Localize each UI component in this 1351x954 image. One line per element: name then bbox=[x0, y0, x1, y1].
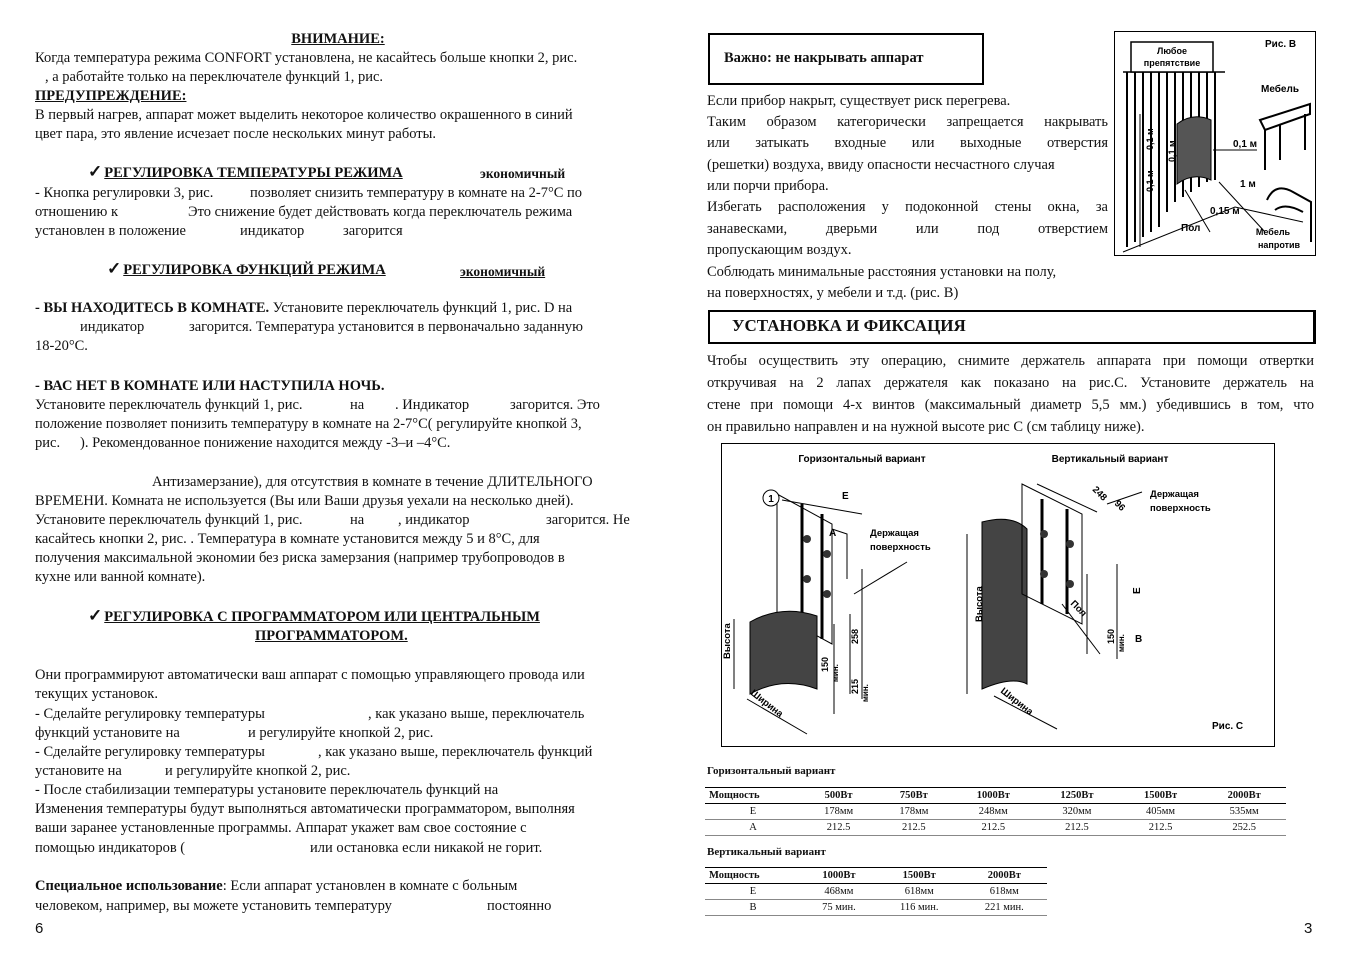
table-cell: 535мм bbox=[1202, 804, 1286, 820]
text-r10: на поверхностях, у мебели и т.д. (рис. B) bbox=[707, 285, 959, 301]
p2-line-1a: Установите переключатель функций 1, рис. bbox=[35, 397, 303, 413]
table-v-header-2: 1500Вт bbox=[877, 868, 962, 884]
table-row bbox=[705, 900, 1047, 916]
table-cell: 405мм bbox=[1119, 804, 1203, 820]
p4-line-1: Они программируют автоматически ваш аппарат с помощью управляющего провода или bbox=[35, 667, 585, 683]
p4-line-10b: или остановка если никакой не горит. bbox=[310, 840, 543, 856]
fig-c-floor: Пол bbox=[1067, 598, 1089, 620]
table-header-row bbox=[705, 788, 1286, 804]
section-2-mode: экономичный bbox=[460, 264, 546, 279]
install-line-2: откручивая на 2 лапах держателя как показано на рис.С. Установите держатель на bbox=[707, 375, 1314, 391]
p4-line-4b: и регулируйте кнопкой 2, рис. bbox=[248, 725, 434, 741]
figure-b-drawing bbox=[1115, 32, 1315, 255]
text-r6: Избегать расположения у подоконной стены окна, за bbox=[707, 199, 1108, 215]
fig-c-248: 248 bbox=[1089, 484, 1109, 504]
table-horizontal bbox=[705, 787, 1286, 836]
table-row bbox=[705, 820, 1286, 836]
install-line-3: стене при помощи 4-х винтов (максимальный диаметр 5,5 мм.) убедившись в том, что bbox=[707, 397, 1314, 413]
fig-b-floor: Пол bbox=[1181, 223, 1201, 234]
fig-c-holding-v2: поверхность bbox=[1150, 503, 1211, 514]
page-number-left: 6 bbox=[35, 920, 44, 937]
sec1-line-1a: - Кнопка регулировки 3, рис. bbox=[35, 185, 214, 201]
fig-c-min-v: мин. bbox=[1117, 634, 1126, 652]
table-horizontal-title: Горизонтальный вариант bbox=[707, 765, 836, 777]
section-1-title: РЕГУЛИРОВКА ТЕМПЕРАТУРЫ РЕЖИМА bbox=[104, 165, 403, 181]
fig-c-min-2: мин. bbox=[861, 684, 870, 702]
table-h-header-0: Мощность bbox=[705, 788, 801, 804]
table-v-header-3: 2000Вт bbox=[962, 868, 1047, 884]
special-bold: Специальное использование bbox=[35, 878, 223, 894]
section-2-heading bbox=[107, 259, 386, 280]
attention-line-2: , а работайте только на переключателе функций 1, рис. bbox=[45, 69, 384, 85]
check-icon: ✓ bbox=[88, 606, 103, 625]
fig-b-furniture: Мебель bbox=[1261, 84, 1299, 95]
fig-c-B: B bbox=[1135, 634, 1143, 645]
table-cell: 618мм bbox=[877, 884, 962, 900]
section-3-heading bbox=[88, 606, 540, 627]
p4-line-5a: - Сделайте регулировку температуры bbox=[35, 744, 265, 760]
fig-c-height-v: Высота bbox=[974, 586, 985, 622]
p2-bold: - ВАС НЕТ В КОМНАТЕ ИЛИ НАСТУПИЛА НОЧЬ. bbox=[35, 378, 385, 394]
fig-c-horiz-title: Горизонтальный вариант bbox=[798, 454, 926, 465]
table-cell: 212.5 bbox=[951, 820, 1035, 836]
check-icon: ✓ bbox=[107, 259, 122, 278]
fig-c-150-v: 150 bbox=[1106, 628, 1116, 644]
table-h-header-5: 1500Вт bbox=[1119, 788, 1203, 804]
fig-c-215: 215 bbox=[850, 678, 860, 694]
fig-c-width: Ширина bbox=[748, 687, 785, 720]
attention-title: ВНИМАНИЕ: bbox=[291, 31, 385, 47]
table-cell: 116 мин. bbox=[877, 900, 962, 916]
section-3-title-2: ПРОГРАММАТОРОМ. bbox=[255, 628, 408, 644]
install-line-1: Чтобы осуществить эту операцию, снимите держатель аппарата при помощи отвертки bbox=[707, 353, 1314, 369]
fig-c-min-1: мин. bbox=[831, 664, 840, 682]
fig-c-E2: E bbox=[1132, 587, 1143, 594]
table-h-header-6: 2000Вт bbox=[1202, 788, 1286, 804]
p4-line-2: текущих установок. bbox=[35, 686, 158, 702]
fig-c-150: 150 bbox=[820, 656, 830, 672]
table-cell: B bbox=[705, 900, 801, 916]
fig-c-96: 96 bbox=[1111, 498, 1128, 514]
important-box bbox=[708, 33, 984, 85]
table-row bbox=[705, 884, 1047, 900]
p2-line-3a: рис. bbox=[35, 435, 61, 451]
section-2-title: РЕГУЛИРОВКА ФУНКЦИЙ РЕЖИМА bbox=[123, 262, 386, 278]
text-r5: или порчи прибора. bbox=[707, 178, 829, 194]
p1-line-2b: загорится. Температура установится в первоначально заданную bbox=[189, 319, 583, 335]
p4-line-6a: установите на bbox=[35, 763, 122, 779]
p3-line-1: Антизамерзание), для отсутствия в комнате в течение ДЛИТЕЛЬНОГО bbox=[152, 474, 593, 490]
text-r3: или затыкать входные или выходные отверстия bbox=[707, 135, 1108, 151]
figure-c bbox=[721, 443, 1275, 747]
p2-line-3b: ). Рекомендованное понижение находится между -3–и –4°С. bbox=[80, 435, 451, 451]
p4-line-5b: , как указано выше, переключатель функций bbox=[318, 744, 593, 760]
table-cell: E bbox=[705, 804, 801, 820]
table-cell: 178мм bbox=[801, 804, 876, 820]
fig-b-d6: 0,15 м bbox=[1210, 206, 1240, 217]
table-cell: 212.5 bbox=[876, 820, 951, 836]
special-line-1 bbox=[35, 877, 517, 896]
section-1-mode: экономичный bbox=[480, 166, 566, 181]
table-h-header-2: 750Вт bbox=[876, 788, 951, 804]
fig-c-num1: 1 bbox=[768, 494, 774, 505]
table-cell: 212.5 bbox=[801, 820, 876, 836]
fig-c-caption: Рис. С bbox=[1212, 721, 1244, 732]
fig-b-furniture-opp-1: Мебель bbox=[1255, 227, 1291, 237]
fig-b-d5: 1 м bbox=[1240, 179, 1256, 190]
important-box-text: Важно: не накрывать аппарат bbox=[724, 50, 924, 66]
text-r8: пропускающим воздух. bbox=[707, 242, 852, 258]
p4-line-7: - После стабилизации температуры установите переключатель функций на bbox=[35, 782, 499, 798]
table-cell: 212.5 bbox=[1035, 820, 1119, 836]
sec1-line-3a: установлен в положение bbox=[35, 223, 186, 239]
vertical-variant bbox=[967, 484, 1243, 732]
text-r9: Соблюдать минимальные расстояния установки на полу, bbox=[707, 264, 1057, 280]
horiz-heater bbox=[750, 611, 817, 694]
fig-c-A: A bbox=[829, 528, 837, 539]
sec1-line-2a: отношению к bbox=[35, 204, 119, 220]
p2-line-1b: на bbox=[350, 397, 365, 413]
furniture-table bbox=[1260, 104, 1310, 170]
text-r1: Если прибор накрыт, существует риск перегрева. bbox=[707, 93, 1011, 109]
table-row bbox=[705, 804, 1286, 820]
p3-line-3d: загорится. Не bbox=[546, 512, 630, 528]
p1-bold: - ВЫ НАХОДИТЕСЬ В КОМНАТЕ. bbox=[35, 300, 270, 316]
special-line-2a: человеком, например, вы можете установить температуру bbox=[35, 898, 392, 914]
table-vertical-title: Вертикальный вариант bbox=[707, 846, 826, 858]
install-line-4: он правильно направлен и на нужной высоте рис С (см таблицу ниже). bbox=[707, 419, 1145, 435]
section-3-title-1: РЕГУЛИРОВКА С ПРОГРАММАТОРОМ ИЛИ ЦЕНТРАЛЬНЫМ bbox=[104, 609, 540, 625]
table-cell: 221 мин. bbox=[962, 900, 1047, 916]
sec1-line-3b: индикатор bbox=[240, 223, 305, 239]
fig-c-vert-title: Вертикальный вариант bbox=[1051, 454, 1169, 465]
table-cell: 248мм bbox=[951, 804, 1035, 820]
fig-b-obstacle-1: Любое bbox=[1157, 46, 1187, 56]
figure-b bbox=[1114, 31, 1316, 256]
warning-line-2: цвет пара, это явление исчезает после нескольких минут работы. bbox=[35, 126, 436, 142]
table-h-header-4: 1250Вт bbox=[1035, 788, 1119, 804]
p2-line-1d: загорится. Это bbox=[510, 397, 600, 413]
fig-c-holding-1: Держащая bbox=[870, 528, 919, 539]
p1-line-3: 18-20°С. bbox=[35, 338, 88, 354]
fig-b-furniture-opp-2: напротив bbox=[1257, 240, 1301, 250]
attention-line-1: Когда температура режима CONFORT установлена, не касайтесь больше кнопки 2, рис. bbox=[35, 50, 578, 66]
table-h-header-1: 500Вт bbox=[801, 788, 876, 804]
sec1-line-1b: позволяет снизить температуру в комнате на 2-7°С по bbox=[250, 185, 583, 201]
p4-line-6b: и регулируйте кнопкой 2, рис. bbox=[165, 763, 351, 779]
p4-line-4a: функций установите на bbox=[35, 725, 180, 741]
p1-line-2a: индикатор bbox=[80, 319, 145, 335]
p1-line-1 bbox=[35, 299, 572, 318]
table-vertical bbox=[705, 867, 1047, 916]
fig-b-obstacle-2: препятствие bbox=[1143, 58, 1201, 68]
table-cell: 212.5 bbox=[1119, 820, 1203, 836]
horizontal-variant bbox=[722, 490, 931, 734]
fig-b-d3: 0,1 м bbox=[1167, 140, 1177, 162]
p3-line-6: кухне или ванной комнате). bbox=[35, 569, 206, 585]
fig-b-d1: 0,1 м bbox=[1145, 128, 1155, 150]
p3-line-3c: , индикатор bbox=[398, 512, 470, 528]
fig-c-258: 258 bbox=[850, 628, 860, 644]
p3-line-3a: Установите переключатель функций 1, рис. bbox=[35, 512, 303, 528]
p3-line-2: ВРЕМЕНИ. Комната не используется (Вы или Ваши друзья уехали на несколько дней). bbox=[35, 493, 574, 509]
table-cell: 618мм bbox=[962, 884, 1047, 900]
fig-c-E: E bbox=[842, 491, 849, 502]
p1-line-1-text: Установите переключатель функций 1, рис. D на bbox=[272, 300, 573, 316]
p3-line-3b: на bbox=[350, 512, 365, 528]
table-v-header-1: 1000Вт bbox=[801, 868, 877, 884]
p3-line-4: касайтесь кнопки 2, рис. . Температура в комнате установится между 5 и 8°С, для bbox=[35, 531, 540, 547]
table-cell: 468мм bbox=[801, 884, 877, 900]
fig-b-d2: 0,1 м bbox=[1145, 170, 1155, 192]
special-line-1-text: : Если аппарат установлен в комнате с больным bbox=[222, 878, 518, 894]
p4-line-3b: , как указано выше, переключатель bbox=[368, 706, 585, 722]
section-1-heading bbox=[88, 162, 403, 183]
check-icon: ✓ bbox=[88, 162, 103, 181]
table-cell: 320мм bbox=[1035, 804, 1119, 820]
fig-c-holding-v1: Держащая bbox=[1150, 489, 1199, 500]
p4-line-8: Изменения температуры будут выполняться автоматически программатором, выполняя bbox=[35, 801, 575, 817]
install-title: УСТАНОВКА И ФИКСАЦИЯ bbox=[732, 316, 966, 335]
p4-line-9: ваши заранее установленные программы. Аппарат укажет вам свое состояние с bbox=[35, 820, 527, 836]
right-page bbox=[676, 0, 1351, 954]
table-header-row bbox=[705, 868, 1047, 884]
text-r7: занавесками, дверьми или под отверстием bbox=[707, 221, 1108, 237]
p2-line-2: положение позволяет понизить температуру в комнате на 2-7°С( регулируйте кнопкой 3, bbox=[35, 416, 582, 432]
table-cell: E bbox=[705, 884, 801, 900]
fig-b-d4: 0,1 м bbox=[1233, 139, 1258, 150]
fig-c-height: Высота bbox=[722, 623, 733, 659]
fig-c-holding-2: поверхность bbox=[870, 542, 931, 553]
sec1-line-3c: загорится bbox=[343, 223, 403, 239]
p4-line-3a: - Сделайте регулировку температуры bbox=[35, 706, 265, 722]
fig-b-caption: Рис. B bbox=[1265, 39, 1297, 50]
text-r2: Таким образом категорически запрещается накрывать bbox=[707, 114, 1108, 130]
sec1-line-2b: Это снижение будет действовать когда переключатель режима bbox=[188, 204, 573, 220]
table-v-header-0: Мощность bbox=[705, 868, 801, 884]
table-cell: 178мм bbox=[876, 804, 951, 820]
install-title-box bbox=[708, 310, 1316, 344]
table-cell: 252.5 bbox=[1202, 820, 1286, 836]
table-cell: A bbox=[705, 820, 801, 836]
p4-line-10a: помощью индикаторов ( bbox=[35, 840, 186, 856]
heater-shape bbox=[1177, 117, 1211, 184]
warning-title: ПРЕДУПРЕЖДЕНИЕ: bbox=[35, 88, 187, 104]
p2-line-1c: . Индикатор bbox=[395, 397, 470, 413]
special-line-2b: постоянно bbox=[487, 898, 552, 914]
page-number-right: 3 bbox=[1304, 920, 1313, 937]
warning-line-1: В первый нагрев, аппарат может выделить некоторое количество окрашенного в синий bbox=[35, 107, 573, 123]
figure-c-drawing bbox=[722, 444, 1274, 746]
p3-line-5: получения максимальной экономии без риска замерзания (например трубопроводов в bbox=[35, 550, 565, 566]
vert-heater bbox=[982, 519, 1027, 689]
table-h-header-3: 1000Вт bbox=[951, 788, 1035, 804]
fig-c-width-v: Ширина bbox=[998, 685, 1035, 718]
table-cell: 75 мин. bbox=[801, 900, 877, 916]
text-r4: (решетки) воздуха, ввиду опасности несчастного случая bbox=[707, 157, 1055, 173]
